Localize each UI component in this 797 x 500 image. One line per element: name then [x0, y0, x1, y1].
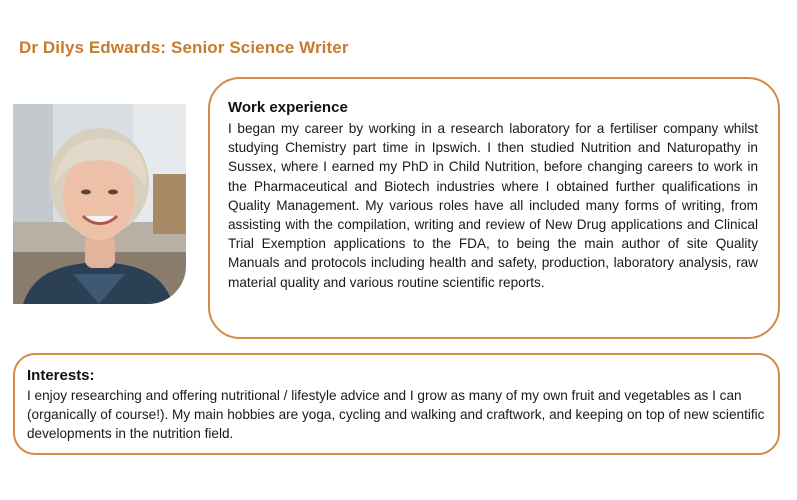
page-title: Dr Dilys Edwards: Senior Science Writer: [19, 38, 349, 57]
portrait-illustration: [13, 104, 186, 304]
work-experience-text: I began my career by working in a research laboratory for a fertiliser company whilst studying Chemistry part time in Ipswich. I then studied Nutrition and Naturopathy in Sussex, where I earned my PhD in Child Nutrition, before changing careers to work in the Pharmaceutical and Biotech industries where I obtained further qualifications in Quality Management. My various roles have all included many forms of writing, from assisting with the compilation, writing and review of New Drug applications and Clinical Trial Exemption applications to the FDA, to being the main author of site Quality Manuals and protocols including health and safety, production, laboratory analysis, raw material quality and various routine scientific reports.: [228, 121, 758, 290]
work-experience-heading: Work experience: [228, 99, 348, 116]
profile-photo: [13, 104, 186, 304]
interests-heading: Interests:: [27, 367, 95, 384]
interests-text: I enjoy researching and offering nutritional / lifestyle advice and I grow as many of my own fruit and vegetables as I can (organically of course!). My main hobbies are yoga, cycling and walking and craftwork, and keeping on top of new scientific developments in the nutrition field.: [27, 388, 765, 442]
